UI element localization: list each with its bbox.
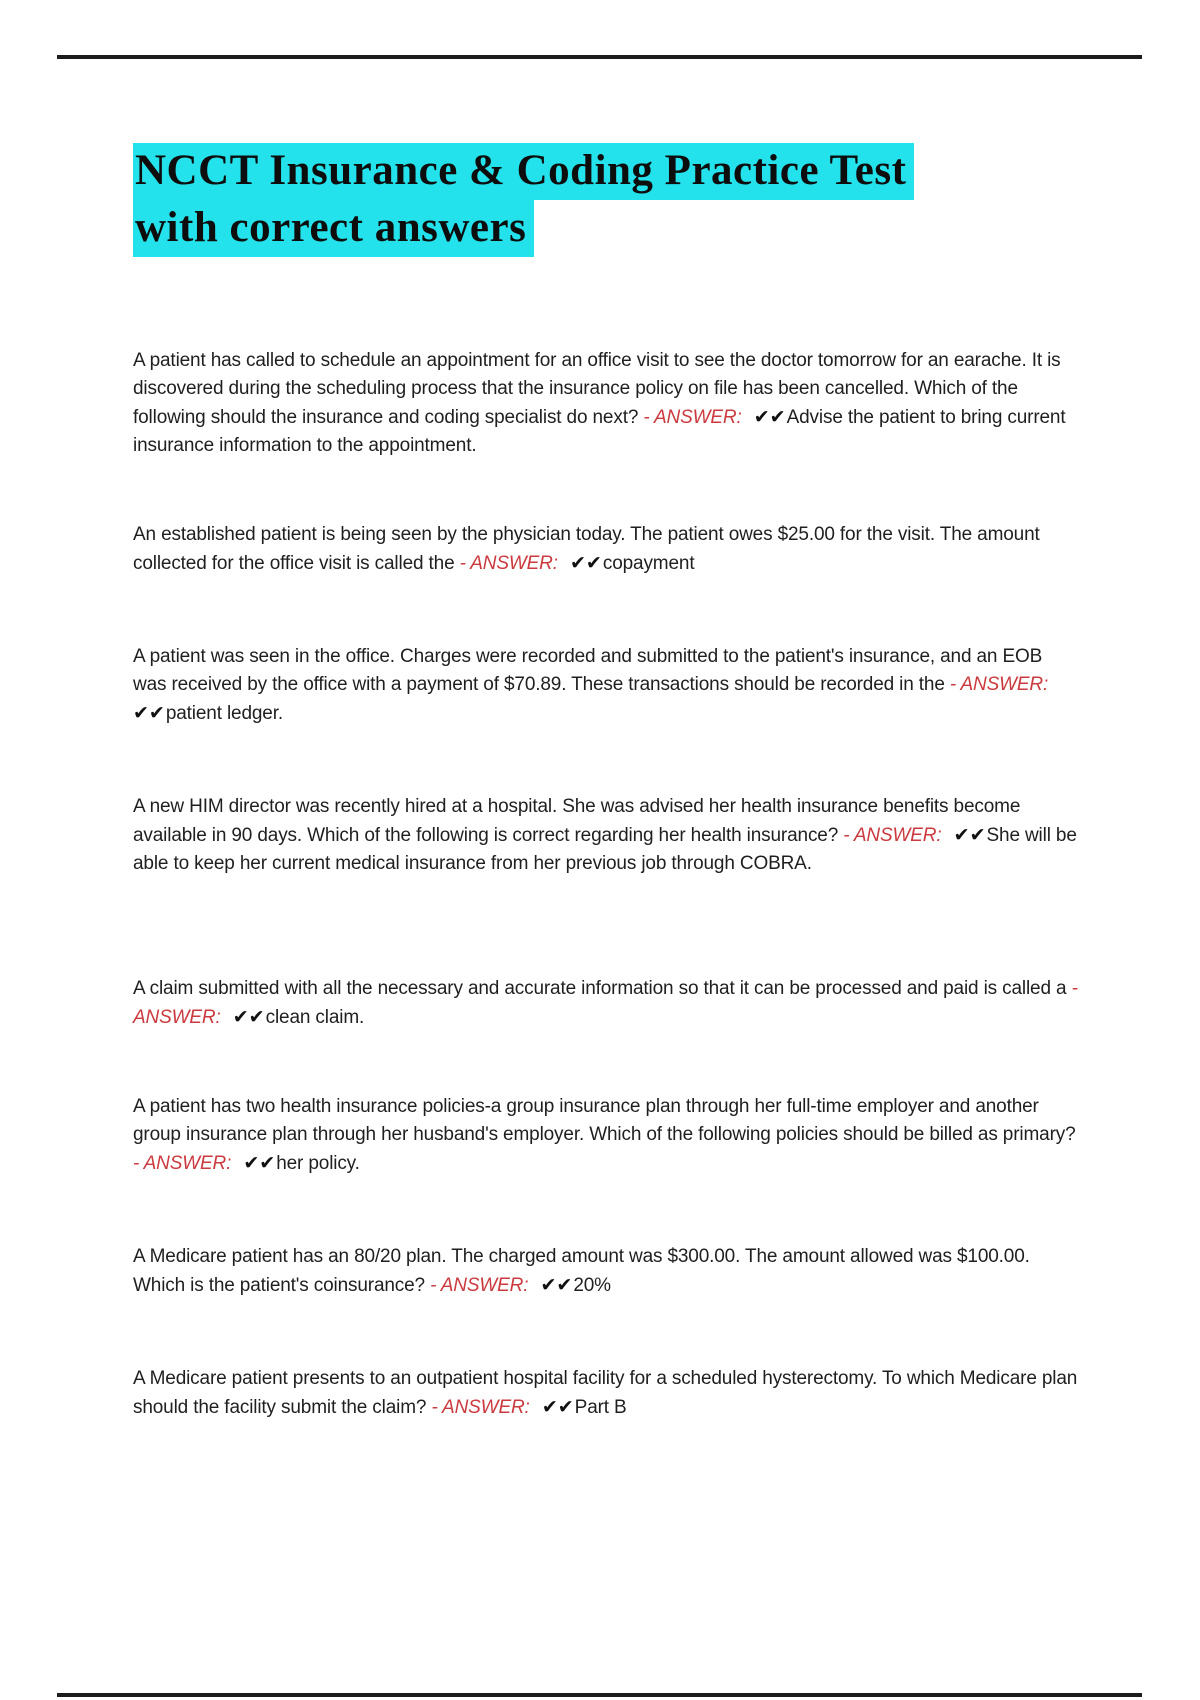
answer-label: - ANSWER: <box>430 1275 529 1296</box>
answer-text: her policy. <box>276 1153 360 1174</box>
bottom-rule <box>57 1693 1142 1697</box>
answer-text: She will be able to keep her current medical insurance from her previous job through COBRA. <box>133 825 1077 874</box>
answer-text: patient ledger. <box>165 703 283 724</box>
page-title <box>133 142 914 256</box>
qa-item <box>133 793 1078 878</box>
answer-label: - ANSWER: <box>431 1397 530 1418</box>
question-text: A claim submitted with all the necessary and accurate information so that it can be processed and paid is called a <box>133 978 1067 999</box>
qa-item <box>133 1093 1078 1178</box>
question-text: A Medicare patient presents to an outpatient hospital facility for a scheduled hysterectomy. To which Medicare plan should the facility submit the claim? <box>133 1368 1078 1418</box>
checkmark-icon: ✔✔ <box>540 1274 573 1296</box>
question-text: A Medicare patient has an 80/20 plan. The charged amount was $300.00. The amount allowed was $100.00. Which is the patient's coinsurance? <box>133 1246 1030 1296</box>
qa-item <box>133 1365 1078 1422</box>
qa-item <box>133 643 1078 728</box>
top-rule <box>57 55 1142 59</box>
question-text: A patient has called to schedule an appointment for an office visit to see the doctor tomorrow for an earache. It is discovered during the scheduling process that the insurance policy on file has been cancelled. Which of the following should the insurance and coding specialist do next? <box>133 350 1061 428</box>
checkmark-icon: ✔✔ <box>570 552 602 574</box>
checkmark-icon: ✔✔ <box>753 406 786 428</box>
title-line-2: with correct answers <box>133 200 534 257</box>
answer-label: - ANSWER: <box>949 674 1049 695</box>
qa-item <box>133 521 1078 578</box>
checkmark-icon: ✔✔ <box>232 1006 265 1028</box>
question-text: A patient has two health insurance policies-a group insurance plan through her full-time employer and another group insurance plan through her husband's employer. Which of the following policies should be billed as primary? <box>133 1096 1076 1145</box>
answer-label: - ANSWER: <box>133 978 1078 1028</box>
answer-label: - ANSWER: <box>843 825 942 846</box>
question-text: A patient was seen in the office. Charges were recorded and submitted to the patient's insurance, and an EOB was received by the office with a payment of $70.89. These transactions should be recorded in the <box>133 646 1043 695</box>
answer-text: Advise the patient to bring current insurance information to the appointment. <box>133 407 1066 456</box>
answer-label: - ANSWER: <box>643 407 742 428</box>
answer-text: clean claim. <box>265 1007 365 1028</box>
checkmark-icon: ✔✔ <box>243 1152 276 1174</box>
title-line-1: NCCT Insurance & Coding Practice Test <box>133 143 914 200</box>
answer-text: copayment <box>602 553 695 574</box>
qa-item <box>133 347 1078 460</box>
question-text: An established patient is being seen by the physician today. The patient owes $25.00 for the visit. The amount collected for the office visit is called the <box>133 524 1040 574</box>
checkmark-icon: ✔✔ <box>541 1396 574 1418</box>
answer-label: - ANSWER: <box>459 553 558 574</box>
answer-label: - ANSWER: <box>133 1153 232 1174</box>
answer-text: 20% <box>573 1275 611 1296</box>
qa-item <box>133 975 1078 1032</box>
answer-text: Part B <box>574 1397 627 1418</box>
checkmark-icon: ✔✔ <box>133 702 165 724</box>
question-text: A new HIM director was recently hired at a hospital. She was advised her health insurance benefits become available in 90 days. Which of the following is correct regarding her health insurance? <box>133 796 1021 846</box>
checkmark-icon: ✔✔ <box>953 824 986 846</box>
qa-item <box>133 1243 1078 1300</box>
